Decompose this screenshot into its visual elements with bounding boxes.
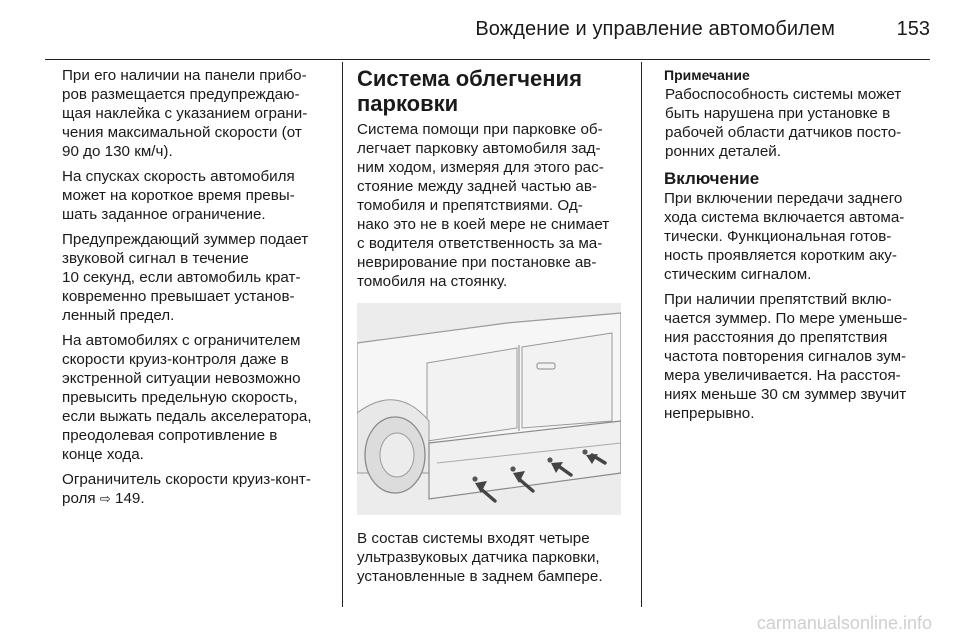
text-line: экстренной ситуации невозможно [62, 370, 301, 387]
text-line: 10 секунд, если автомобиль крат- [62, 269, 301, 286]
text-line: На автомобилях с ограничителем [62, 332, 301, 349]
text-line: томобиля на стоянку. [357, 273, 508, 290]
text-line: ним ходом, измеряя для этого рас- [357, 159, 604, 176]
column-divider-right [641, 62, 642, 607]
text-line: ленный предел. [62, 307, 175, 324]
text-line: чения максимальной скорости (от [62, 124, 302, 141]
reference-text: роля [62, 490, 96, 507]
watermark-text: carmanualsonline.info [756, 613, 932, 633]
text-line: При включении передачи заднего [664, 190, 903, 207]
page-reference-link[interactable]: 149. [115, 490, 145, 507]
text-line: может на короткое время превы- [62, 187, 295, 204]
page-reference-arrow-icon: ⇨ [99, 492, 111, 507]
text-line: В состав системы входят четыре [357, 530, 590, 547]
text-line: скорости круиз-контроля даже в [62, 351, 289, 368]
text-line: если выжать педаль акселератора, [62, 408, 312, 425]
paragraph-obstacles [664, 290, 930, 423]
text-line: шать заданное ограничение. [62, 206, 266, 223]
text-line: ность проявляется коротким аку- [664, 247, 897, 264]
text-line: ультразвуковых датчика парковки, [357, 549, 600, 566]
text-line: Ограничитель скорости круиз-конт- [62, 471, 311, 488]
text-line: хода система включается автома- [664, 209, 905, 226]
text-line: чается зуммер. По мере уменьше- [664, 310, 908, 327]
text-line: неврирование при постановке ав- [357, 254, 597, 271]
text-line: 90 до 130 км/ч). [62, 143, 173, 160]
text-line: томобиля и препятствиями. Од- [357, 197, 583, 214]
text-line: звуковой сигнал в течение [62, 250, 249, 267]
text-line: мера увеличивается. На расстоя- [664, 367, 901, 384]
text-line: быть нарушена при установке в [665, 105, 891, 122]
note-title: Примечание [664, 67, 750, 83]
text-line: нако это не в коей мере не снимает [357, 216, 610, 233]
text-line: На спусках скорость автомобиля [62, 168, 295, 185]
paragraph-cruise-limiter [62, 331, 332, 464]
text-line: ковременно превышает установ- [62, 288, 295, 305]
rear-bumper-sensors-illustration [357, 303, 621, 515]
section-heading-activation: Включение [664, 169, 760, 188]
paragraph-activation [664, 189, 930, 284]
text-line: При его наличии на панели прибо- [62, 67, 307, 84]
note-body [664, 85, 930, 161]
paragraph-buzzer [62, 230, 332, 325]
paragraph-parking-intro [357, 120, 627, 291]
heading-line: Система облегчения [357, 66, 582, 91]
text-line: Предупреждающий зуммер подает [62, 231, 309, 248]
section-heading-parking [357, 66, 627, 116]
figure-caption [357, 529, 627, 586]
paragraph-downhill [62, 167, 332, 224]
text-line: непрерывно. [664, 405, 755, 422]
text-line: превысить предельную скорость, [62, 389, 298, 406]
text-line: ниях меньше 30 см зуммер звучит [664, 386, 907, 403]
text-line: установленные в заднем бампере. [357, 568, 603, 585]
text-line: щая наклейка с указанием ограни- [62, 105, 308, 122]
text-line: Рабоспособность системы может [665, 86, 902, 103]
text-line [62, 489, 332, 509]
text-line: стическим сигналом. [664, 266, 812, 283]
text-line: частота повторения сигналов зум- [664, 348, 907, 365]
text-line: ния расстояния до препятствия [664, 329, 888, 346]
text-line: рабочей области датчиков посто- [665, 124, 902, 141]
text-line: Система помощи при парковке об- [357, 121, 603, 138]
column-parking-assist [357, 66, 627, 592]
text-line: ронних деталей. [665, 143, 782, 160]
text-line: При наличии препятствий вклю- [664, 291, 892, 308]
page-header-title: Вождение и управление автомобилем [475, 18, 835, 40]
page-number: 153 [896, 18, 930, 40]
header-rule [45, 59, 930, 60]
paragraph-reference [62, 470, 332, 509]
text-line: легчает парковку автомобиля зад- [357, 140, 601, 157]
column-speed-limiter [62, 66, 332, 515]
heading-line: парковки [357, 91, 459, 116]
column-activation [664, 66, 930, 429]
text-line: преодолевая сопротивление в [62, 427, 278, 444]
text-line: тически. Функциональная готов- [664, 228, 892, 245]
column-divider-left [342, 62, 343, 607]
text-line: конце хода. [62, 446, 144, 463]
text-line: ров размещается предупреждаю- [62, 86, 300, 103]
text-line: с водителя ответственность за ма- [357, 235, 603, 252]
text-line: стояние между задней частью ав- [357, 178, 597, 195]
paragraph-sticker [62, 66, 332, 161]
